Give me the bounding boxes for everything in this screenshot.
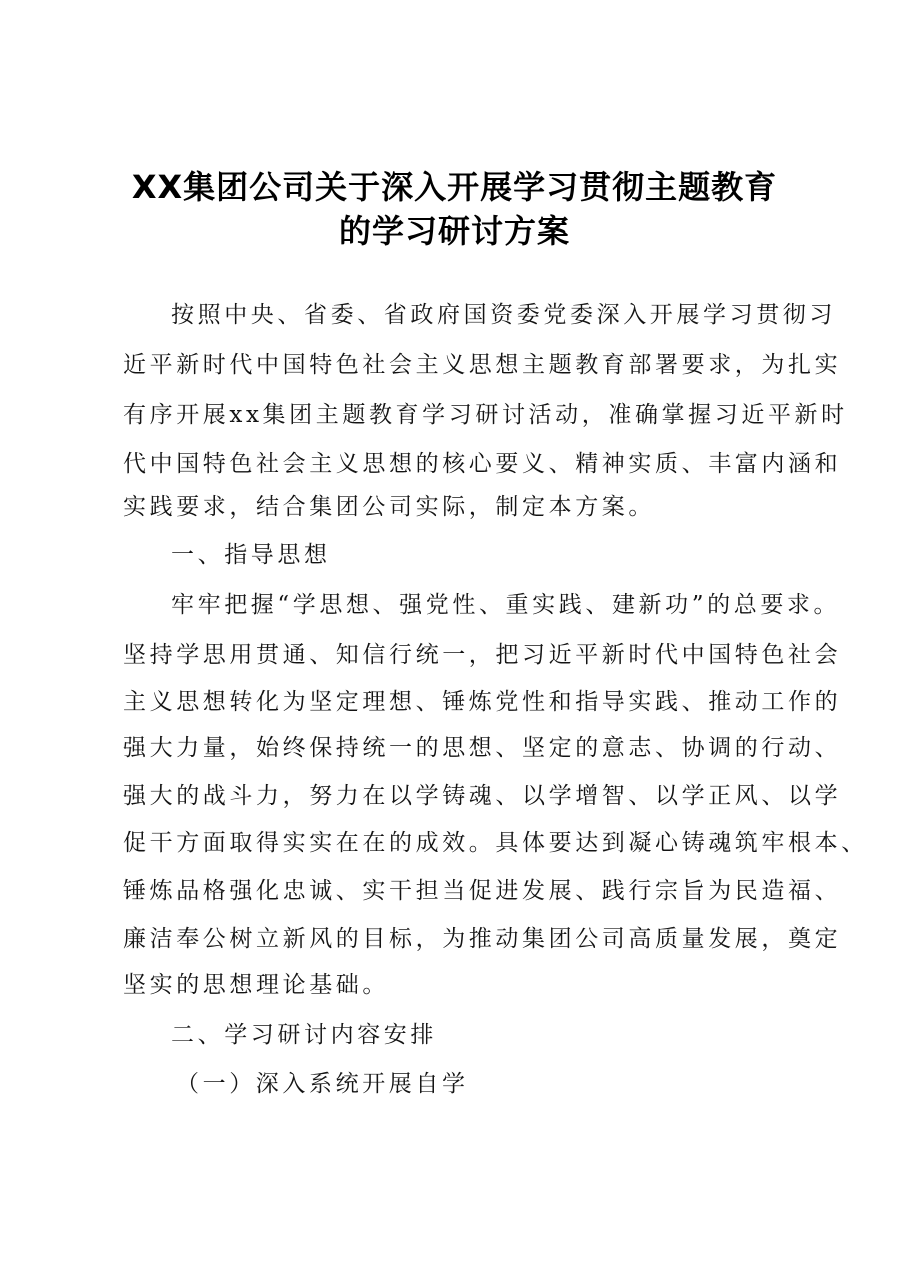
paragraph-intro-line-1: 按照中央、省委、省政府国资委党委深入开展学习贯彻习 [171,302,836,328]
subsection-heading-1: （一）深入系统开展自学 [176,1071,469,1097]
section-heading-2: 二、学习研讨内容安排 [171,1022,437,1048]
paragraph-guiding-line-7: 锤炼品格强化忠诚、实干担当促进发展、践行宗旨为民造福、 [123,878,842,904]
paragraph-intro-line-5: 实践要求，结合集团公司实际，制定本方案。 [123,494,655,520]
paragraph-guiding-line-1: 牢牢把握“学思想、强党性、重实践、建新功”的总要求。 [171,592,841,618]
paragraph-guiding-line-2: 坚持学思用贯通、知信行统一，把习近平新时代中国特色社会 [123,642,842,668]
paragraph-guiding-line-5: 强大的战斗力，努力在以学铸魂、以学增智、以学正风、以学 [123,783,842,809]
paragraph-guiding-line-9: 坚实的思想理论基础。 [123,972,389,998]
paragraph-guiding-line-4: 强大力量，始终保持统一的思想、坚定的意志、协调的行动、 [123,735,842,761]
paragraph-guiding-line-6: 促干方面取得实实在在的成效。具体要达到凝心铸魂筑牢根本、 [123,830,868,856]
document-title-line-1: XX集团公司关于深入开展学习贯彻主题教育 [131,168,778,206]
paragraph-guiding-line-3: 主义思想转化为坚定理想、锤炼党性和指导实践、推动工作的 [123,689,842,715]
paragraph-intro-line-4: 代中国特色社会主义思想的核心要义、精神实质、丰富内涵和 [123,451,842,477]
document-title-line-2: 的学习研讨方案 [338,212,570,250]
paragraph-intro-line-2: 近平新时代中国特色社会主义思想主题教育部署要求，为扎实 [123,352,842,378]
section-heading-1: 一、指导思想 [171,542,331,568]
paragraph-guiding-line-8: 廉洁奉公树立新风的目标，为推动集团公司高质量发展，奠定 [123,926,842,952]
paragraph-intro-line-3: 有序开展xx集团主题教育学习研讨活动，准确掌握习近平新时 [123,402,848,428]
